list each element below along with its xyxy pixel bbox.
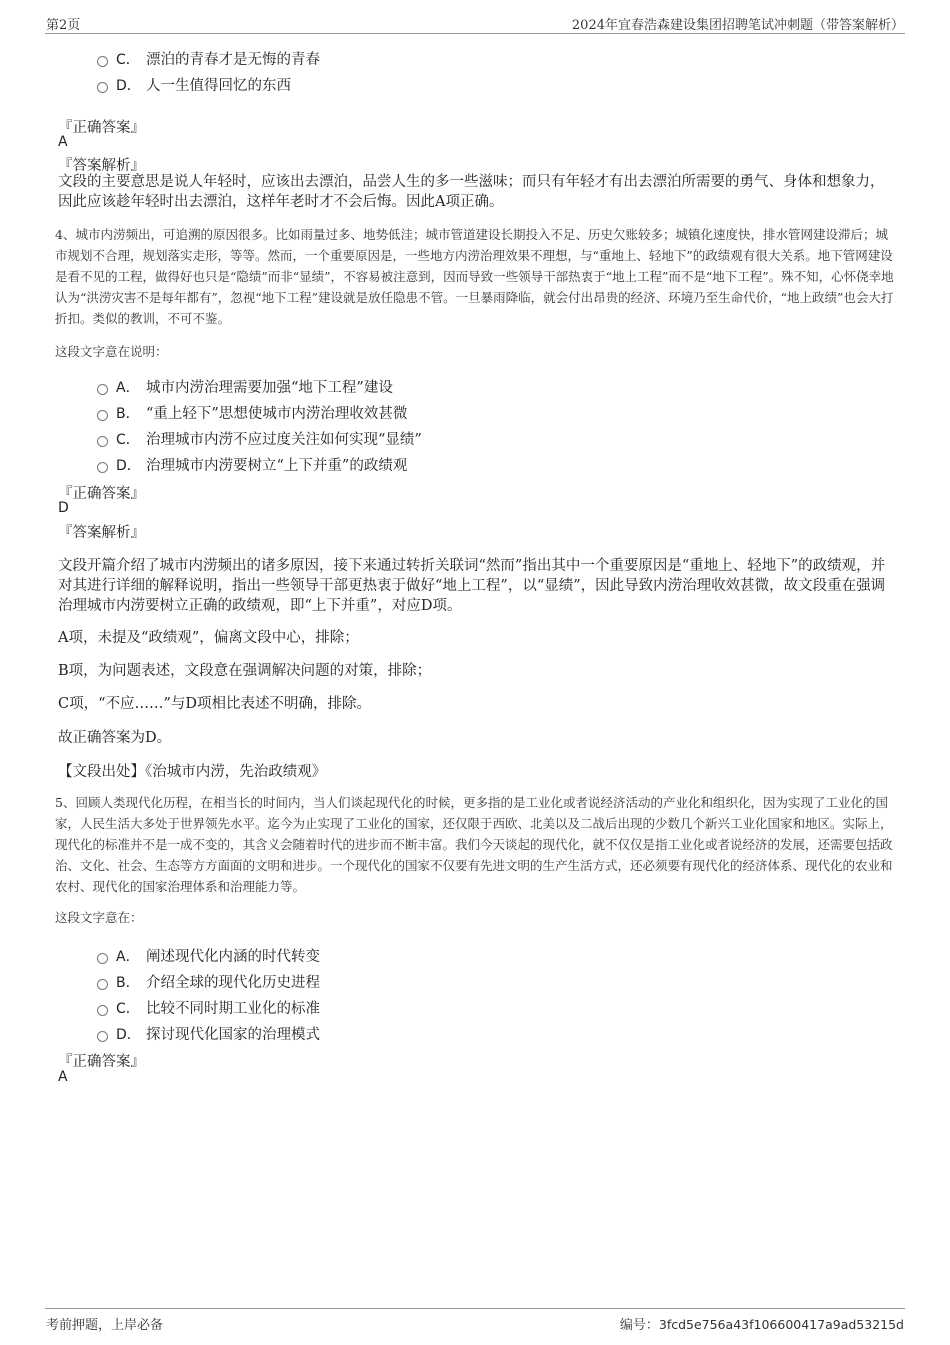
option-text: 介绍全球的现代化历史进程 xyxy=(146,975,320,991)
footer-divider xyxy=(45,1308,905,1309)
q3-analysis-label: 『答案解析』 xyxy=(58,158,145,174)
option-letter: C． xyxy=(116,51,140,68)
document-title: 2024年宜春浩森建设集团招聘笔试冲刺题（带答案解析） xyxy=(571,18,904,33)
option-text: 人一生值得回忆的东西 xyxy=(146,78,291,94)
option-letter: D． xyxy=(116,1026,141,1043)
q3-option-d[interactable] xyxy=(97,74,291,95)
q4-answer: D xyxy=(58,500,69,516)
q4-answer-label: 『正确答案』 xyxy=(58,486,145,502)
q5-prompt: 这段文字意在： xyxy=(55,910,143,925)
option-text: 治理城市内涝不应过度关注如何实现“显绩” xyxy=(146,432,422,448)
q5-stem: 5、回顾人类现代化历程，在相当长的时间内，当人们谈起现代化的时候，更多指的是工业化或者说经济活动的产业化和组织化，因为实现了工业化的国家，人民生活大多处于世界领先水平。迄今为止实现了工业化的国家，还仅限于西欧、北美以及二战后出现的少数几个新兴工业化国家和地区。实际上，现代化的标准并不是一成不变的，其含义会随着时代的进步而不断丰富。我们今天谈起的现代化，就不仅仅是指工业化或者说经济的发展，还需要包括政治、文化、社会、生态等方方面面的文明和进步。一个现代化的国家不仅要有先进文明的生产生活方式，还必须要有现代化的经济体系、现代化的农业和农村、现代化的国家治理体系和治理能力等。 xyxy=(55,795,893,894)
option-letter: B． xyxy=(116,974,140,991)
radio-icon[interactable] xyxy=(97,1005,108,1016)
option-letter: D． xyxy=(116,77,141,94)
option-letter: D． xyxy=(116,457,141,474)
q5-option-c[interactable] xyxy=(97,997,320,1018)
radio-icon[interactable] xyxy=(97,462,108,473)
radio-icon[interactable] xyxy=(97,1031,108,1042)
q3-option-c[interactable] xyxy=(97,48,320,69)
radio-icon[interactable] xyxy=(97,82,108,93)
q4-analysis-c: C项，“不应……”与D项相比表述不明确，排除。 xyxy=(58,696,372,712)
option-text: 比较不同时期工业化的标准 xyxy=(146,1001,320,1017)
option-letter: C． xyxy=(116,431,140,448)
header-divider xyxy=(45,33,905,34)
q4-analysis-paragraph: 文段开篇介绍了城市内涝频出的诸多原因，接下来通过转折关联词“然而”指出其中一个重要原因是“重地上、轻地下”的政绩观，并对其进行详细的解释说明，指出一些领导干部更热衷于做好“地上工程”，以“显绩”，因此导致内涝治理收效甚微，故文段重在强调治理城市内涝要树立正确的政绩观，即“上下并重”，对应D项。 xyxy=(58,558,886,614)
radio-icon[interactable] xyxy=(97,56,108,67)
q3-answer-label: 『正确答案』 xyxy=(58,120,145,136)
q5-option-a[interactable] xyxy=(97,945,320,966)
option-letter: A． xyxy=(116,379,140,396)
option-text: 阐述现代化内涵的时代转变 xyxy=(146,949,320,965)
option-text: “重上轻下”思想使城市内涝治理收效甚微 xyxy=(146,406,408,422)
option-text: 城市内涝治理需要加强“地下工程”建设 xyxy=(146,380,393,396)
q4-option-c[interactable] xyxy=(97,428,422,449)
footer-code-label: 编号： xyxy=(619,1318,659,1333)
q4-option-b[interactable] xyxy=(97,402,407,423)
q5-answer-label: 『正确答案』 xyxy=(58,1054,145,1070)
q4-source: 【文段出处】《治城市内涝，先治政绩观》 xyxy=(58,764,327,780)
radio-icon[interactable] xyxy=(97,436,108,447)
q4-prompt: 这段文字意在说明： xyxy=(55,344,168,359)
option-letter: A． xyxy=(116,948,140,965)
option-text: 探讨现代化国家的治理模式 xyxy=(146,1027,320,1043)
footer-code-value: 3fcd5e756a43f106600417a9ad53215d xyxy=(658,1317,904,1332)
q4-analysis-a: A项，未提及“政绩观”，偏离文段中心，排除； xyxy=(58,630,359,646)
q4-stem: 4、城市内涝频出，可追溯的原因很多。比如雨量过多、地势低洼；城市管道建设长期投入不足、历史欠账较多；城镇化速度快，排水管网建设滞后；城市规划不合理，规划落实走形，等等。然而，一个重要原因是，一些地方内涝治理效果不理想，与“重地上、轻地下”的政绩观有很大关系。地下管网建设是看不见的工程，做得好也只是“隐绩”而非“显绩”，不容易被注意到，因而导致一些领导干部热衷于“地上工程”而不是“地下工程”。殊不知，心怀侥幸地认为“洪涝灾害不是每年都有”，忽视“地下工程”建设就是放任隐患不管。一旦暴雨降临，就会付出昂贵的经济、环境乃至生命代价，“地上政绩”也会大打折扣。类似的教训，不可不鉴。 xyxy=(55,227,894,326)
radio-icon[interactable] xyxy=(97,384,108,395)
option-letter: B． xyxy=(116,405,140,422)
option-text: 治理城市内涝要树立“上下并重”的政绩观 xyxy=(146,458,408,474)
q5-option-b[interactable] xyxy=(97,971,320,992)
q4-analysis-b: B项，为问题表述，文段意在强调解决问题的对策，排除； xyxy=(58,663,432,679)
radio-icon[interactable] xyxy=(97,953,108,964)
q3-answer: A xyxy=(58,134,68,150)
radio-icon[interactable] xyxy=(97,979,108,990)
q5-option-d[interactable] xyxy=(97,1023,320,1044)
radio-icon[interactable] xyxy=(97,410,108,421)
option-text: 漂泊的青春才是无悔的青春 xyxy=(146,52,320,68)
footer-code xyxy=(620,1314,904,1333)
page-number: 第2页 xyxy=(46,18,81,33)
q5-answer: A xyxy=(58,1069,68,1085)
q3-analysis: 文段的主要意思是说人年轻时，应该出去漂泊，品尝人生的多一些滋味；而只有年轻才有出去漂泊所需要的勇气、身体和想象力，因此应该趁年轻时出去漂泊，这样年老时才不会后悔。因此A项正确。 xyxy=(58,174,885,210)
footer-slogan: 考前押题，上岸必备 xyxy=(46,1318,164,1333)
q4-analysis-label: 『答案解析』 xyxy=(58,525,145,541)
option-letter: C． xyxy=(116,1000,140,1017)
q4-analysis-conclusion: 故正确答案为D。 xyxy=(58,730,172,746)
q4-option-a[interactable] xyxy=(97,376,393,397)
q4-option-d[interactable] xyxy=(97,454,407,475)
